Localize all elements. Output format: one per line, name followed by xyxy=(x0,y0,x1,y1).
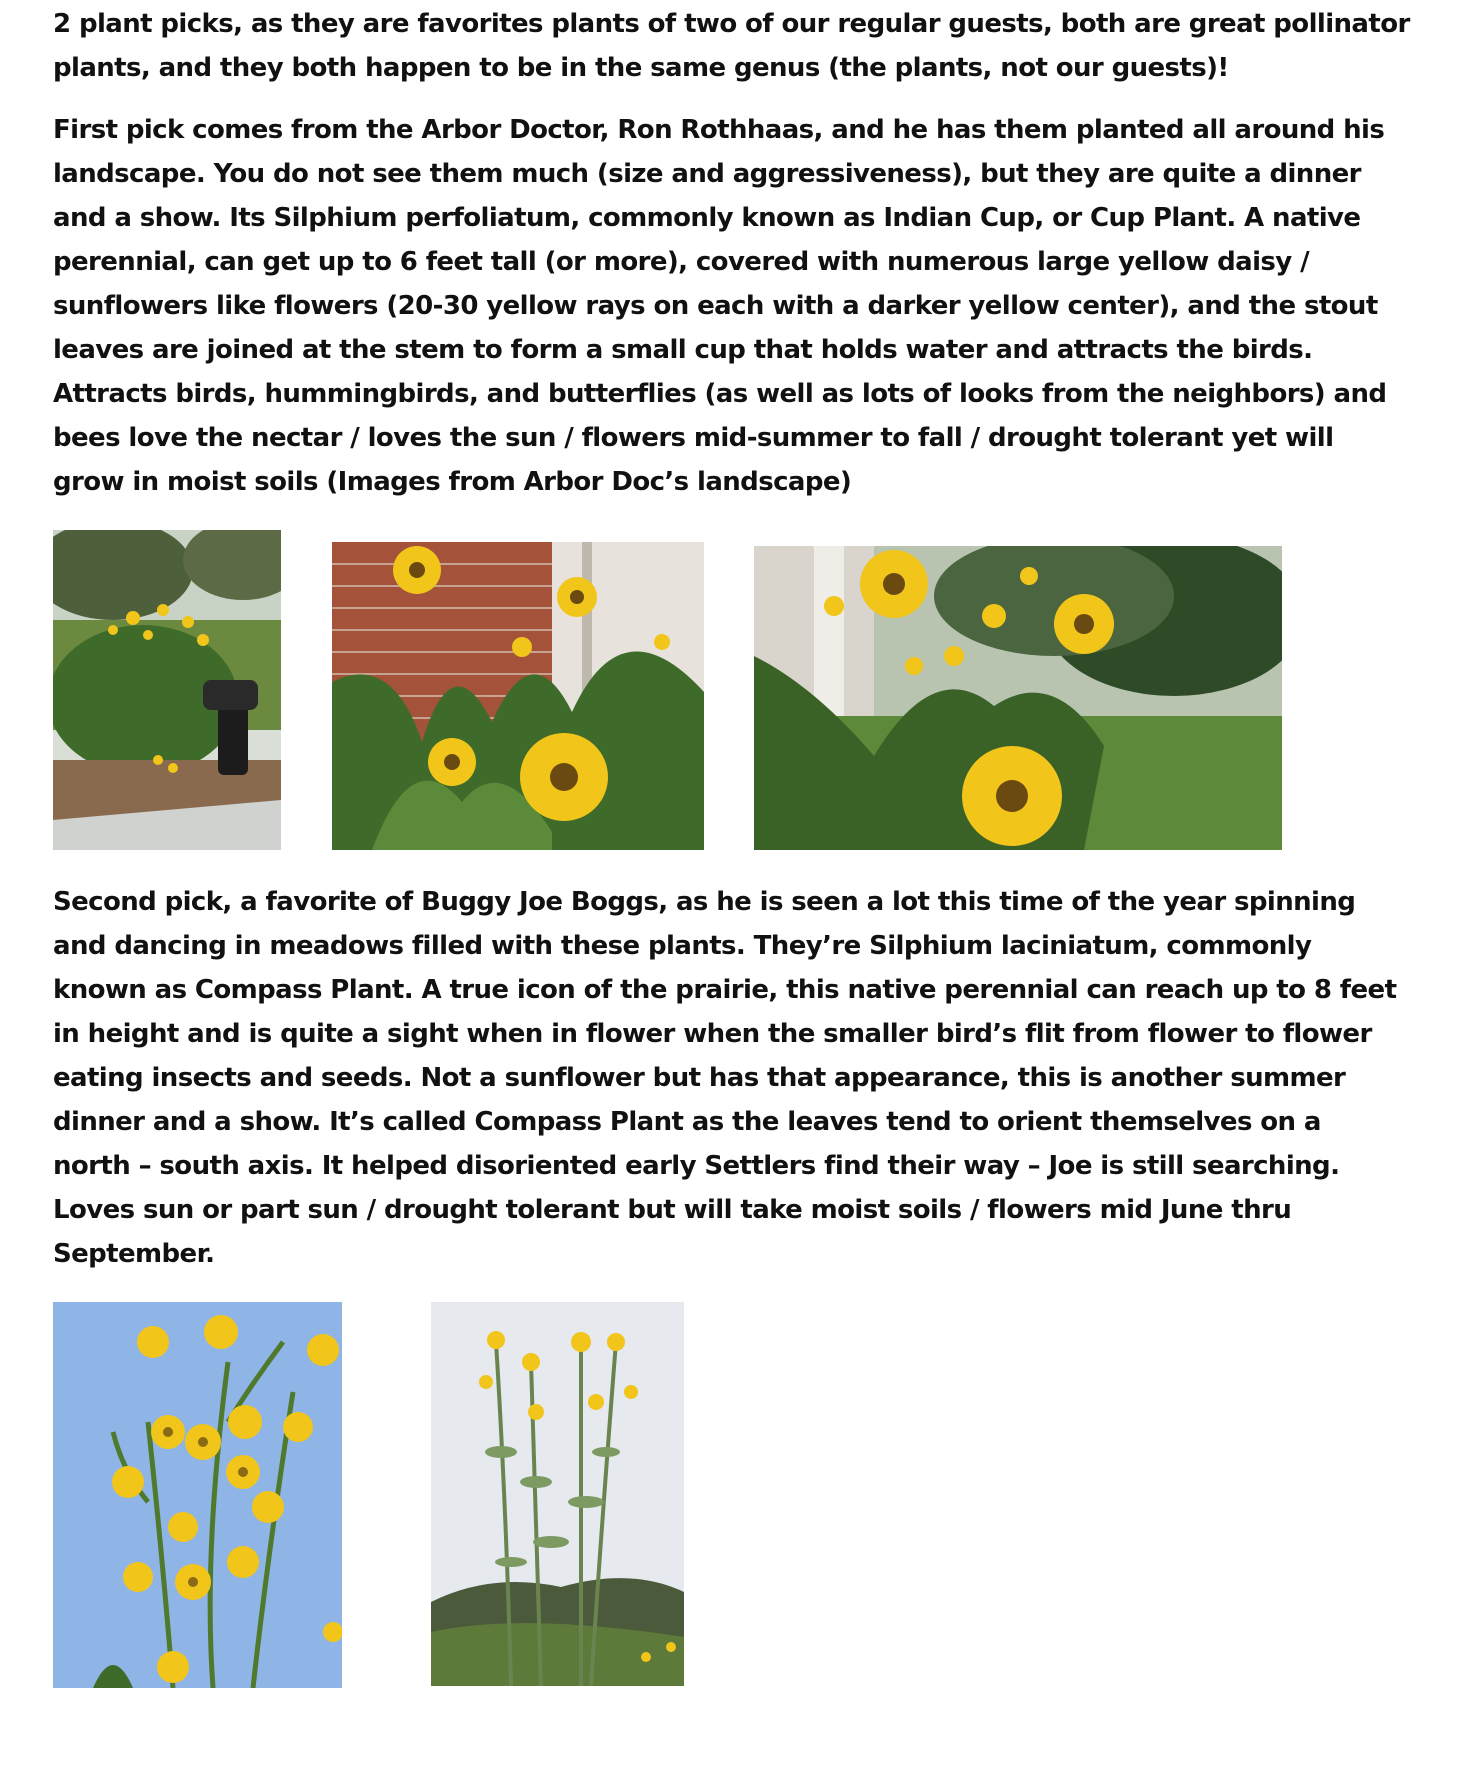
compass-plant-photo-meadow xyxy=(431,1302,684,1686)
text-line: grow in moist soils (Images from Arbor Doc’s landscape) xyxy=(53,467,852,497)
text-line: eating insects and seeds. Not a sunflower but has that appearance, this is another summer xyxy=(53,1063,1346,1093)
intro-paragraph xyxy=(53,2,1410,90)
text-line: Attracts birds, hummingbirds, and butterflies (as well as lots of looks from the neighbors) and xyxy=(53,379,1387,409)
text-line: Second pick, a favorite of Buggy Joe Boggs, as he is seen a lot this time of the year spinning xyxy=(53,887,1356,917)
second-pick-paragraph xyxy=(53,880,1397,1276)
cup-plant-photo-yard xyxy=(754,546,1282,850)
text-line: landscape. You do not see them much (size and aggressiveness), but they are quite a dinner xyxy=(53,159,1361,189)
text-line: Loves sun or part sun / drought tolerant but will take moist soils / flowers mid June thru xyxy=(53,1195,1292,1225)
text-line: known as Compass Plant. A true icon of the prairie, this native perennial can reach up to 8 feet xyxy=(53,975,1397,1005)
compass-plant-photo-sky xyxy=(53,1302,342,1688)
text-line: bees love the nectar / loves the sun / flowers mid-summer to fall / drought tolerant yet will xyxy=(53,423,1334,453)
text-line: leaves are joined at the stem to form a small cup that holds water and attracts the birds. xyxy=(53,335,1313,365)
text-line: September. xyxy=(53,1239,215,1269)
text-line: First pick comes from the Arbor Doctor, Ron Rothhaas, and he has them planted all around his xyxy=(53,115,1385,145)
text-line: and a show. Its Silphium perfoliatum, commonly known as Indian Cup, or Cup Plant. A native xyxy=(53,203,1361,233)
text-line: perennial, can get up to 6 feet tall (or more), covered with numerous large yellow daisy / xyxy=(53,247,1309,277)
text-line: and dancing in meadows filled with these plants. They’re Silphium laciniatum, commonly xyxy=(53,931,1312,961)
text-line: north – south axis. It helped disoriented early Settlers find their way – Joe is still searching. xyxy=(53,1151,1340,1181)
text-line: dinner and a show. It’s called Compass Plant as the leaves tend to orient themselves on a xyxy=(53,1107,1321,1137)
text-line: sunflowers like flowers (20-30 yellow rays on each with a darker yellow center), and the stout xyxy=(53,291,1378,321)
first-pick-paragraph xyxy=(53,108,1387,504)
text-line: in height and is quite a sight when in flower when the smaller bird’s flit from flower to flower xyxy=(53,1019,1372,1049)
cup-plant-photo-garden xyxy=(53,530,281,850)
cup-plant-photo-brick-wall xyxy=(332,542,704,850)
text-line: plants, and they both happen to be in the same genus (the plants, not our guests)! xyxy=(53,53,1229,83)
text-line: 2 plant picks, as they are favorites plants of two of our regular guests, both are great pollinator xyxy=(53,9,1410,39)
